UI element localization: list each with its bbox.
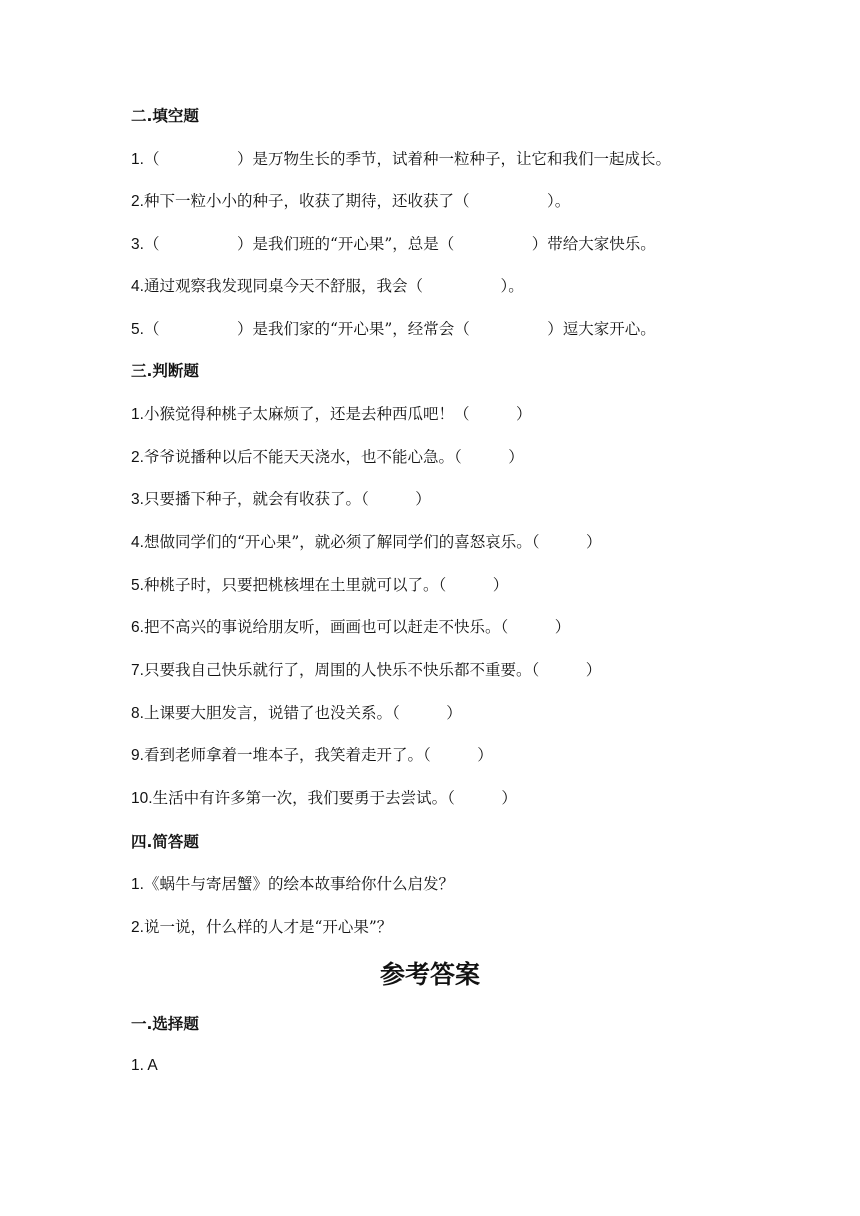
true-false-question-4 — [131, 532, 602, 553]
true-false-question-10 — [131, 788, 517, 809]
short-answer-question-1 — [131, 874, 454, 895]
question-number: 2. — [131, 919, 144, 936]
question-text: （ ）是万物生长的季节，试着种一粒种子，让它和我们一起成长。 — [143, 150, 671, 168]
question-text: 种下一粒小小的种子，收获了期待，还收获了（ ）。 — [143, 192, 571, 210]
question-number: 7. — [131, 662, 144, 679]
question-text: 《蜗牛与寄居蟹》的绘本故事给你什么启发？ — [143, 875, 454, 893]
question-number: 1. — [131, 406, 144, 423]
question-number: 2. — [131, 193, 144, 210]
true-false-question-5 — [131, 575, 508, 596]
question-text: 说一说，什么样的人才是“开心果”？ — [143, 918, 393, 936]
section-heading-fill-blank: 二.填空题 — [131, 107, 199, 125]
answer-key-title: 参考答案 — [379, 960, 480, 989]
question-number: 6. — [131, 619, 144, 636]
true-false-question-1 — [131, 404, 531, 425]
question-text: 想做同学们的“开心果”，就必须了解同学们的喜怒哀乐。（ ） — [143, 533, 602, 551]
question-number: 10. — [131, 790, 153, 807]
question-number: 9. — [131, 747, 144, 764]
question-number: 2. — [131, 449, 144, 466]
question-number: 8. — [131, 705, 144, 722]
question-text: 生活中有许多第一次，我们要勇于去尝试。（ ） — [152, 789, 517, 807]
true-false-question-6 — [131, 617, 570, 638]
question-text: 种桃子时，只要把桃核埋在土里就可以了。（ ） — [143, 576, 509, 594]
question-text: 爷爷说播种以后不能天天浇水，也不能心急。（ ） — [143, 448, 524, 466]
question-text: 只要播下种子，就会有收获了。（ ） — [143, 490, 431, 508]
question-number: 3. — [131, 491, 144, 508]
section-heading-short-answer: 四.简答题 — [131, 833, 199, 851]
true-false-question-8 — [131, 703, 462, 724]
question-number: 4. — [131, 534, 144, 551]
question-number: 5. — [131, 577, 144, 594]
question-number: 1. — [131, 876, 144, 893]
fill-blank-question-5 — [131, 319, 656, 340]
question-number: 1. — [131, 151, 144, 168]
question-text: （ ）是我们班的“开心果”，总是（ ）带给大家快乐。 — [143, 235, 656, 253]
question-text: 把不高兴的事说给朋友听，画画也可以赶走不快乐。（ ） — [143, 618, 571, 636]
question-text: 只要我自己快乐就行了，周围的人快乐不快乐都不重要。（ ） — [143, 661, 602, 679]
fill-blank-question-4 — [131, 276, 524, 297]
question-number: 3. — [131, 236, 144, 253]
question-text: （ ）是我们家的“开心果”，经常会（ ）逗大家开心。 — [143, 320, 656, 338]
true-false-question-2 — [131, 447, 524, 468]
question-text: 小猴觉得种桃子太麻烦了，还是去种西瓜吧！（ ） — [143, 405, 532, 423]
question-text: 通过观察我发现同桌今天不舒服，我会（ ）。 — [143, 277, 524, 295]
true-false-question-3 — [131, 489, 431, 510]
short-answer-question-2 — [131, 917, 392, 938]
section-heading-multiple-choice: 一.选择题 — [131, 1015, 199, 1033]
true-false-question-7 — [131, 660, 601, 681]
fill-blank-question-2 — [131, 191, 570, 212]
fill-blank-question-3 — [131, 234, 656, 255]
question-number: 5. — [131, 321, 144, 338]
true-false-question-9 — [131, 745, 493, 766]
question-text: 看到老师拿着一堆本子，我笑着走开了。（ ） — [143, 746, 493, 764]
question-text: 上课要大胆发言，说错了也没关系。（ ） — [143, 704, 462, 722]
answer-1: 1. A — [131, 1057, 158, 1074]
section-heading-true-false: 三.判断题 — [131, 362, 199, 380]
question-number: 4. — [131, 278, 144, 295]
fill-blank-question-1 — [131, 149, 671, 170]
